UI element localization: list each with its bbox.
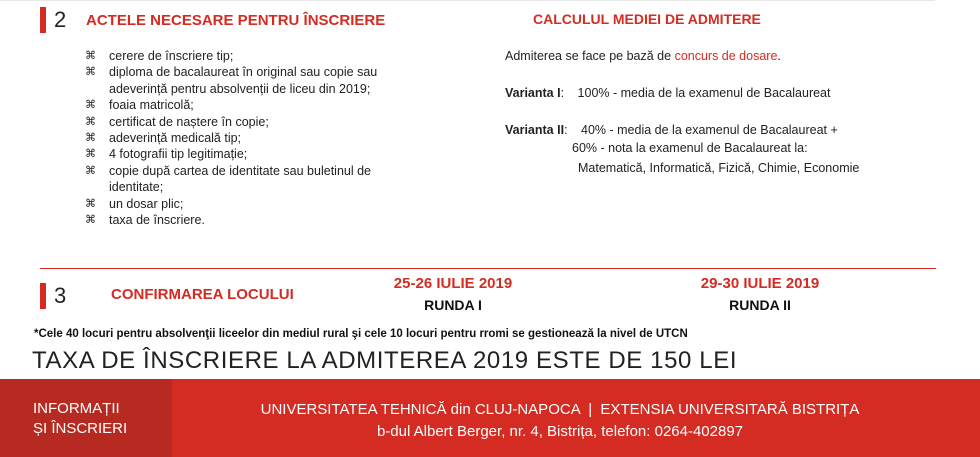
varianta-2-line-3: Matematică, Informatică, Fizică, Chimie, Economie [578, 161, 860, 175]
varianta-1-row: Varianta I: 100% - media de la examenul de Bacalaureat [505, 86, 831, 100]
varianta-2-line-2: 60% - nota la examenul de Bacalaureat la: [572, 141, 808, 155]
footer-info-heading [33, 399, 127, 439]
document-item [85, 163, 415, 196]
round-1-date: 25-26 IULIE 2019 [393, 275, 513, 292]
document-item [85, 48, 415, 64]
section-3-accent-bar [40, 283, 46, 309]
calcul-intro-prefix: Admiterea se face pe bază de [505, 49, 675, 63]
section-divider [40, 268, 936, 269]
bullet-icon: ⌘ [85, 115, 96, 128]
bullet-icon: ⌘ [85, 197, 96, 210]
round-1-label: RUNDA I [424, 297, 482, 313]
document-item [85, 146, 415, 162]
document-item-text: 4 fotografii tip legitimație; [109, 147, 248, 162]
footer-contact [180, 399, 940, 443]
document-item-text: taxa de înscriere. [109, 213, 205, 228]
round-2-date: 29-30 IULIE 2019 [700, 275, 820, 292]
varianta-1-text: 100% - media de la examenul de Bacalaureat [577, 86, 831, 100]
footer-address-line: b-dul Albert Berger, nr. 4, Bistrița, telefon: 0264-402897 [376, 423, 744, 440]
round-2-label: RUNDA II [729, 297, 791, 313]
bullet-icon: ⌘ [85, 99, 96, 112]
bullet-icon: ⌘ [85, 164, 96, 177]
varianta-2-row: Varianta II: 40% - media de la examenul de Bacalaureat + [505, 123, 838, 137]
calcul-intro-highlight: concurs de dosare [674, 49, 778, 63]
document-item [85, 130, 415, 146]
document-item-text: foaia matricolă; [109, 98, 194, 113]
documents-list [85, 48, 415, 228]
footer-info-line-2: ȘI ÎNSCRIERI [33, 420, 128, 437]
section-3-number-badge [40, 283, 66, 309]
bullet-icon: ⌘ [85, 50, 96, 62]
document-item [85, 114, 415, 130]
bullet-icon: ⌘ [85, 148, 96, 161]
document-item-text: un dosar plic; [109, 196, 184, 211]
footer-university-line: UNIVERSITATEA TEHNICĂ din CLUJ-NAPOCA | EXTENSIA UNIVERSITARĂ BISTRIȚA [260, 401, 860, 418]
section-2-accent-bar [40, 7, 46, 33]
footnote: *Cele 40 locuri pentru absolvenţii liceelor din mediul rural şi cele 10 locuri pentru rromi se gestionează la nivel de UTCN [34, 328, 688, 340]
bullet-icon: ⌘ [85, 214, 96, 227]
document-item-text: cerere de înscriere tip; [109, 49, 234, 63]
section-3-number: 3 [54, 283, 67, 308]
document-item [85, 196, 415, 212]
footer-info-line-1: INFORMAȚII [33, 400, 120, 417]
varianta-2-label: Varianta II [505, 123, 565, 137]
top-divider [0, 0, 935, 1]
section-3-title: CONFIRMAREA LOCULUI [111, 286, 294, 303]
document-item [85, 212, 415, 228]
section-2-number: 2 [54, 7, 67, 32]
document-item-text: diploma de bacalaureat în original sau copie sau adeverință pentru absolvenții de liceu din 2019; [109, 65, 378, 96]
varianta-2-line-1: 40% - media de la examenul de Bacalaureat + [581, 123, 838, 137]
document-item-text: copie după cartea de identitate sau buletinul de identitate; [109, 163, 371, 195]
document-item-text: certificat de naștere în copie; [109, 114, 269, 129]
document-item [85, 97, 415, 113]
document-item [85, 64, 415, 97]
varianta-1-label: Varianta I [505, 86, 561, 100]
section-2-number-badge [40, 7, 66, 33]
taxa-banner: TAXA DE ÎNSCRIERE LA ADMITEREA 2019 ESTE DE 150 LEI [32, 347, 738, 374]
bullet-icon: ⌘ [85, 132, 96, 145]
calcul-intro-suffix: . [777, 49, 781, 63]
calcul-title: CALCULUL MEDIEI DE ADMITERE [533, 11, 761, 27]
section-2-title: ACTELE NECESARE PENTRU ÎNSCRIERE [86, 12, 386, 29]
bullet-icon: ⌘ [85, 66, 96, 79]
calcul-intro [505, 49, 781, 63]
document-item-text: adeverință medicală tip; [109, 131, 242, 146]
